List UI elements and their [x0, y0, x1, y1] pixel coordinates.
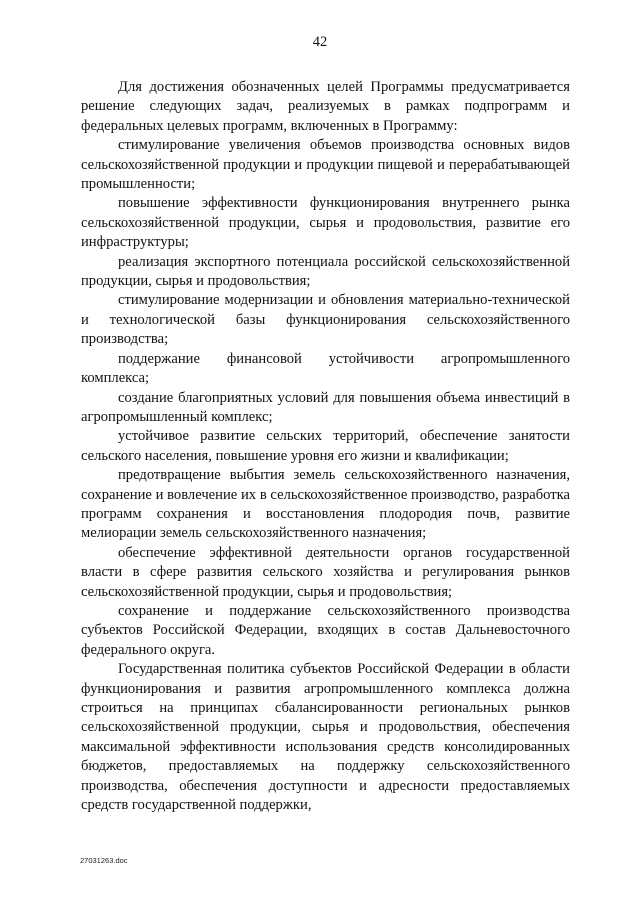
document-body: [81, 78, 570, 815]
paragraph-task-rural-development: устойчивое развитие сельских территорий, обеспечение занятости сельского населения, повышение уровня его жизни и квалификации;: [81, 428, 570, 464]
footer-file-code: 27031263.doc: [80, 856, 128, 865]
paragraph-task-land: предотвращение выбытия земель сельскохозяйственного назначения, сохранение и вовлечение их в сельскохозяйственное производство, разработка программ сохранения и восстановления плодородия почв, развитие мелиорации земель сельскохозяйственного назначения;: [81, 467, 570, 542]
paragraph-task-modernization: стимулирование модернизации и обновления материально-технической и технологической базы функционирования сельскохозяйственного производства;: [81, 292, 570, 348]
paragraph-task-far-east: сохранение и поддержание сельскохозяйственного производства субъектов Российской Федерации, входящих в состав Дальневосточного федерального округа.: [81, 602, 570, 658]
paragraph-regional-policy: Государственная политика субъектов Российской Федерации в области функционирования и развития агропромышленного комплекса должна строиться на принципах сбалансированности региональных рынков сельскохозяйственной продукции, сырья и продовольствия, обеспечения максимальной эффективности использования средств консолидированных бюджетов, предоставляемых на поддержку сельскохозяйственного производства, обеспечения доступности и адресности предоставляемых средств государственной поддержки,: [81, 661, 570, 814]
paragraph-task-market: повышение эффективности функционирования внутреннего рынка сельскохозяйственной продукции, сырья и продовольствия, развитие его инфраструктуры;: [81, 195, 570, 251]
paragraph-task-export: реализация экспортного потенциала российской сельскохозяйственной продукции, сырья и продовольствия;: [81, 253, 570, 290]
paragraph-task-investment: создание благоприятных условий для повышения объема инвестиций в агропромышленный комплекс;: [81, 389, 570, 425]
paragraph-task-production: стимулирование увеличения объемов производства основных видов сельскохозяйственной продукции и продукции пищевой и перерабатывающей промышленности;: [81, 137, 570, 193]
page-number: 42: [312, 34, 328, 50]
paragraph-task-financial-stability: поддержание финансовой устойчивости агропромышленного комплекса;: [81, 350, 570, 387]
paragraph-task-government: обеспечение эффективной деятельности органов государственной власти в сфере развития сельского хозяйства и регулирования рынков сельскохозяйственной продукции, сырья и продовольствия;: [81, 544, 570, 600]
paragraph-intro: Для достижения обозначенных целей Программы предусматривается решение следующих задач, реализуемых в рамках подпрограмм и федеральных целевых программ, включенных в Программу:: [81, 79, 570, 134]
